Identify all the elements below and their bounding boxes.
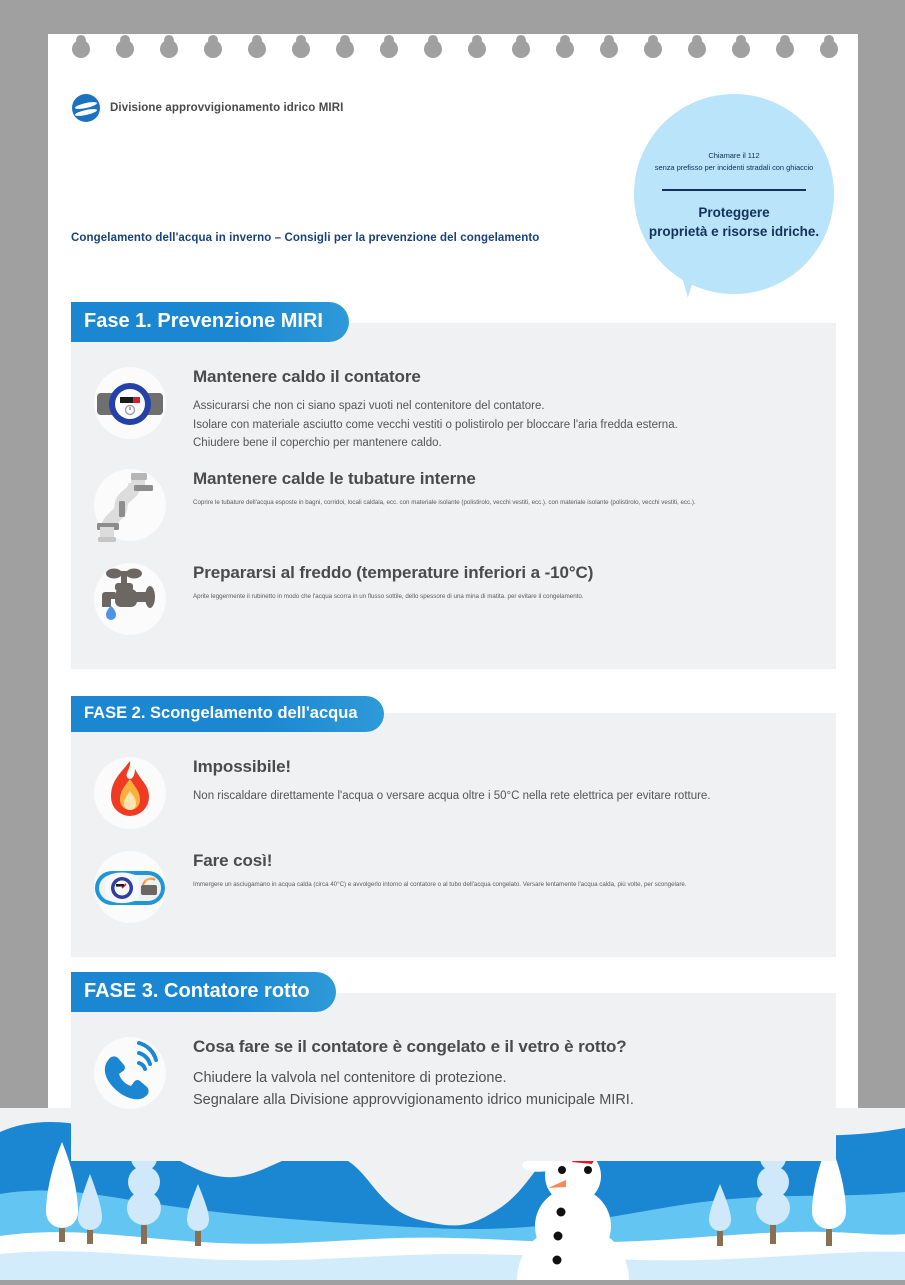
bubble-bottom-line2: proprietà e risorse idriche.	[648, 223, 820, 239]
bubble-bottom-text	[634, 204, 834, 241]
list-item-body: Immergere un asciugamano in acqua calda (circa 40°C) e avvolgerlo intorno al contatore o al tubo dell'acqua congelato. Versare lentamente l'acqua calda, più volte, per scongelare.	[193, 881, 687, 888]
pipe-icon	[89, 465, 171, 547]
list-item-text	[193, 1033, 818, 1111]
list-item-text	[193, 363, 818, 453]
body-line: Segnalare alla Divisione approvvigionamento idrico municipale MIRI.	[193, 1092, 634, 1109]
phone-ringing-icon	[89, 1033, 171, 1115]
water-wave-logo-icon	[72, 94, 100, 122]
section-header-fase-2: FASE 2. Scongelamento dell'acqua	[71, 696, 384, 732]
list-item	[71, 459, 836, 553]
list-item	[71, 841, 836, 935]
bubble-top-text	[634, 150, 834, 173]
bubble-top-line2: senza prefisso per incidenti stradali con ghiaccio	[654, 162, 814, 172]
section-header-fase-1: Fase 1. Prevenzione MIRI	[71, 302, 349, 342]
list-item-title: Prepararsi al freddo (temperature inferiori a -10°C)	[193, 562, 594, 582]
list-item-title: Mantenere calde le tubature interne	[193, 468, 476, 488]
section-body-fase-3	[71, 993, 836, 1161]
list-item-body	[193, 397, 818, 453]
list-item	[71, 747, 836, 841]
body-line: Isolare con materiale asciutto come vecchi vestiti o polistirolo per bloccare l'aria fredda esterna.	[193, 418, 678, 431]
section-body-fase-1	[71, 323, 836, 669]
body-line: Chiudere la valvola nel contenitore di protezione.	[193, 1070, 507, 1086]
list-item	[71, 1027, 836, 1121]
list-item-body: Coprire le tubature dell'acqua esposte in bagni, corridoi, locali caldaia, ecc. con materiale isolante (polistirolo, vecchi vestiti, ecc.). con materiale isolante (polistirolo, vecchi vestiti, ecc.).	[193, 498, 696, 506]
section-header-fase-3: FASE 3. Contatore rotto	[71, 972, 336, 1012]
water-meter-icon	[89, 363, 171, 445]
list-item-title: Mantenere caldo il contatore	[193, 367, 421, 386]
faucet-icon	[89, 559, 171, 641]
list-item-text	[193, 753, 818, 806]
list-item	[71, 553, 836, 647]
towel-meter-icon	[89, 847, 171, 929]
list-item-body: Non riscaldare direttamente l'acqua o versare acqua oltre i 50°C nella rete elettrica per evitare rotture.	[193, 790, 711, 802]
section-fase-2	[71, 696, 836, 957]
list-item-body: Aprite leggermente il rubinetto in modo che l'acqua scorra in un flusso sottile, dello spessore di una mina di matita. per evitare il congelamento.	[193, 592, 584, 600]
bubble-circle	[634, 94, 834, 294]
brand-name: Divisione approvvigionamento idrico MIRI	[110, 102, 344, 114]
list-item-text	[193, 847, 818, 890]
page-title: Congelamento dell'acqua in inverno – Consigli per la prevenzione del congelamento	[71, 232, 540, 244]
section-fase-3	[71, 972, 836, 1161]
list-item-text	[193, 559, 818, 602]
page-sheet	[48, 36, 858, 1280]
section-fase-1	[71, 302, 836, 669]
list-item	[71, 357, 836, 459]
section-body-fase-2	[71, 713, 836, 957]
emergency-callout-bubble	[634, 94, 839, 324]
brand-header	[72, 94, 343, 122]
body-line: Chiudere bene il coperchio per mantenere caldo.	[193, 437, 442, 450]
body-line: Assicurarsi che non ci siano spazi vuoti nel contenitore del contatore.	[193, 400, 545, 412]
list-item-title: Impossibile!	[193, 757, 291, 776]
list-item-body	[193, 1067, 818, 1111]
list-item-title: Fare così!	[193, 851, 273, 870]
list-item-text	[193, 465, 818, 508]
list-item-title: Cosa fare se il contatore è congelato e il vetro è rotto?	[193, 1037, 627, 1056]
flame-icon	[89, 753, 171, 835]
bubble-top-line1: Chiamare il 112	[708, 151, 760, 160]
bubble-divider	[662, 189, 806, 191]
bubble-bottom-line1: Proteggere	[698, 205, 770, 220]
